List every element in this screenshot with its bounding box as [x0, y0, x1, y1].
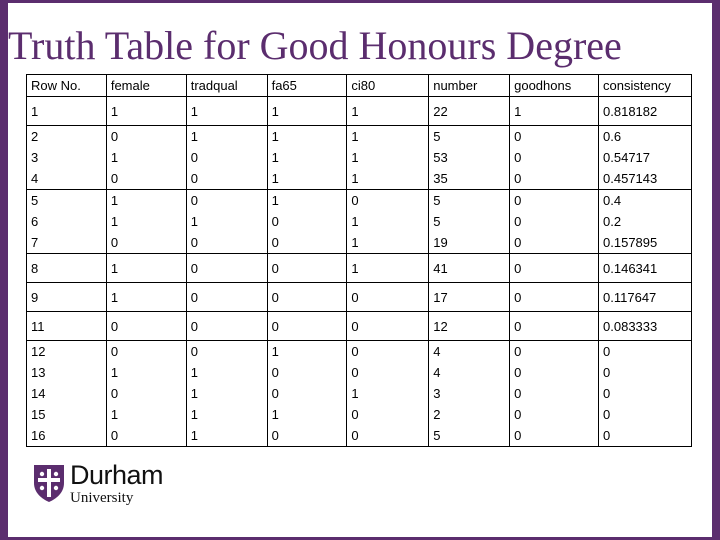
cell-value: 0 [603, 386, 611, 401]
cell-value: 0 [514, 171, 522, 186]
cell-female [106, 97, 186, 126]
cell-value: 1 [190, 365, 198, 380]
cell-value: 1 [110, 260, 119, 276]
cell-goodhons [510, 341, 599, 447]
table-row [27, 312, 692, 341]
cell-value: 16 [31, 428, 46, 443]
header-fa65: fa65 [267, 75, 347, 97]
header-tradqual: tradqual [186, 75, 267, 97]
cell-value: 0 [271, 289, 279, 305]
cell-value: 4 [433, 344, 441, 359]
cell-consistency [599, 312, 692, 341]
cell-value: 0 [110, 386, 119, 401]
cell-value: 0 [351, 193, 359, 208]
cell-value: 1 [271, 103, 279, 119]
table-row [27, 283, 692, 312]
cell-value: 0 [514, 386, 522, 401]
cell-value: 1 [110, 365, 119, 380]
cell-row-no [27, 254, 107, 283]
cell-value: 53 [433, 150, 448, 165]
logo-subtitle: University [70, 490, 134, 506]
cell-consistency [599, 126, 692, 190]
cell-value: 1 [351, 214, 359, 229]
table-row [27, 254, 692, 283]
cell-value: 1 [351, 260, 359, 276]
cell-value: 3 [433, 386, 441, 401]
cell-value: 0.2 [603, 214, 622, 229]
cell-value: 1 [271, 344, 279, 359]
cell-value: 1 [271, 407, 279, 422]
cell-value: 1 [110, 103, 119, 119]
cell-value: 12 [31, 344, 46, 359]
cell-value: 1 [514, 103, 522, 119]
cell-value: 1 [351, 171, 359, 186]
table-row [27, 97, 692, 126]
cell-value: 0 [514, 289, 522, 305]
header-female: female [106, 75, 186, 97]
cell-ci80 [347, 341, 429, 447]
cell-value: 2 [31, 129, 39, 144]
cell-fa65 [267, 283, 347, 312]
truth-table [26, 74, 692, 447]
cell-goodhons [510, 283, 599, 312]
cell-value: 1 [271, 193, 279, 208]
cell-goodhons [510, 312, 599, 341]
cell-value: 0 [603, 344, 611, 359]
header-row-no: Row No. [27, 75, 107, 97]
cell-consistency [599, 341, 692, 447]
cell-tradqual [186, 190, 267, 254]
cell-number [429, 97, 510, 126]
cell-value: 0.457143 [603, 171, 658, 186]
cell-row-no [27, 312, 107, 341]
cell-value: 5 [433, 129, 441, 144]
cell-value: 2 [433, 407, 441, 422]
cell-row-no [27, 97, 107, 126]
header-number: number [429, 75, 510, 97]
cell-value: 0.818182 [603, 103, 658, 119]
cell-row-no [27, 190, 107, 254]
cell-value: 0 [351, 318, 359, 334]
cell-value: 0 [271, 386, 279, 401]
cell-value: 1 [190, 407, 198, 422]
cell-value: 5 [31, 193, 39, 208]
cell-value: 7 [31, 235, 39, 250]
cell-value: 0 [190, 193, 198, 208]
cell-ci80 [347, 190, 429, 254]
cell-value: 0.4 [603, 193, 622, 208]
cell-value: 0 [110, 129, 119, 144]
cell-value: 1 [271, 171, 279, 186]
table-row [27, 190, 692, 254]
cell-fa65 [267, 254, 347, 283]
cell-goodhons [510, 190, 599, 254]
cell-value: 1 [351, 103, 359, 119]
cell-goodhons [510, 97, 599, 126]
cell-female [106, 312, 186, 341]
cell-ci80 [347, 97, 429, 126]
cell-value: 0 [190, 150, 198, 165]
table-body [27, 97, 692, 447]
cell-consistency [599, 97, 692, 126]
durham-crest-icon [32, 463, 66, 503]
cell-value: 0 [110, 428, 119, 443]
cell-value: 1 [351, 386, 359, 401]
cell-value: 0 [271, 214, 279, 229]
cell-value: 0.54717 [603, 150, 651, 165]
cell-value: 1 [190, 129, 198, 144]
cell-ci80 [347, 312, 429, 341]
cell-value: 1 [110, 214, 119, 229]
cell-value: 1 [190, 386, 198, 401]
cell-female [106, 126, 186, 190]
cell-tradqual [186, 126, 267, 190]
cell-value: 1 [110, 289, 119, 305]
table-header-row [27, 75, 692, 97]
cell-value: 0 [514, 129, 522, 144]
cell-number [429, 312, 510, 341]
cell-value: 22 [433, 103, 448, 119]
cell-value: 0 [110, 318, 119, 334]
cell-value: 0 [351, 365, 359, 380]
cell-female [106, 190, 186, 254]
cell-value: 1 [110, 193, 119, 208]
cell-ci80 [347, 254, 429, 283]
cell-value: 1 [110, 407, 119, 422]
cell-value: 0 [514, 428, 522, 443]
cell-value: 0 [514, 318, 522, 334]
cell-tradqual [186, 283, 267, 312]
cell-tradqual [186, 254, 267, 283]
cell-female [106, 283, 186, 312]
cell-row-no [27, 283, 107, 312]
header-ci80: ci80 [347, 75, 429, 97]
cell-value: 4 [31, 171, 39, 186]
cell-value: 0.6 [603, 129, 622, 144]
cell-value: 5 [433, 193, 441, 208]
cell-value: 1 [110, 150, 119, 165]
cell-value: 0 [271, 365, 279, 380]
cell-value: 0 [351, 289, 359, 305]
cell-value: 0 [514, 150, 522, 165]
cell-fa65 [267, 190, 347, 254]
cell-value: 0 [603, 407, 611, 422]
cell-value: 1 [351, 150, 359, 165]
cell-value: 0 [351, 428, 359, 443]
cell-fa65 [267, 126, 347, 190]
table-row [27, 341, 692, 447]
cell-value: 0 [190, 289, 198, 305]
cell-value: 17 [433, 289, 448, 305]
cell-value: 0 [190, 171, 198, 186]
cell-value: 1 [190, 428, 198, 443]
header-goodhons: goodhons [510, 75, 599, 97]
cell-consistency [599, 190, 692, 254]
cell-value: 12 [433, 318, 448, 334]
cell-value: 0 [603, 428, 611, 443]
cell-value: 1 [271, 150, 279, 165]
cell-fa65 [267, 312, 347, 341]
cell-value: 0 [514, 214, 522, 229]
cell-value: 19 [433, 235, 448, 250]
cell-value: 0 [514, 365, 522, 380]
cell-value: 15 [31, 407, 46, 422]
cell-row-no [27, 126, 107, 190]
cell-value: 5 [433, 214, 441, 229]
cell-number [429, 190, 510, 254]
cell-value: 0 [110, 171, 119, 186]
table-row [27, 126, 692, 190]
durham-university-logo [32, 460, 163, 506]
cell-ci80 [347, 126, 429, 190]
cell-value: 0 [190, 318, 198, 334]
cell-value: 0.117647 [603, 289, 657, 305]
cell-value: 0 [271, 428, 279, 443]
slide-title: Truth Table for Good Honours Degree [8, 23, 622, 68]
cell-consistency [599, 254, 692, 283]
cell-row-no [27, 341, 107, 447]
cell-value: 0 [190, 235, 198, 250]
cell-tradqual [186, 312, 267, 341]
cell-value: 0 [514, 407, 522, 422]
cell-number [429, 341, 510, 447]
cell-value: 0 [271, 260, 279, 276]
cell-value: 3 [31, 150, 39, 165]
cell-female [106, 254, 186, 283]
cell-goodhons [510, 254, 599, 283]
cell-fa65 [267, 97, 347, 126]
cell-value: 0 [271, 235, 279, 250]
cell-value: 0 [514, 193, 522, 208]
cell-value: 11 [31, 318, 45, 334]
logo-name: Durham [70, 460, 164, 490]
cell-value: 0 [351, 344, 359, 359]
cell-value: 0 [351, 407, 359, 422]
cell-tradqual [186, 341, 267, 447]
cell-number [429, 254, 510, 283]
cell-value: 1 [190, 103, 198, 119]
cell-value: 9 [31, 289, 39, 305]
header-consistency: consistency [599, 75, 692, 97]
cell-female [106, 341, 186, 447]
cell-value: 1 [31, 103, 39, 119]
cell-number [429, 126, 510, 190]
cell-value: 41 [433, 260, 448, 276]
cell-ci80 [347, 283, 429, 312]
cell-value: 0 [514, 344, 522, 359]
cell-consistency [599, 283, 692, 312]
cell-value: 35 [433, 171, 448, 186]
cell-value: 0.146341 [603, 260, 658, 276]
cell-value: 0 [603, 365, 611, 380]
cell-value: 8 [31, 260, 39, 276]
cell-goodhons [510, 126, 599, 190]
cell-value: 0 [110, 344, 119, 359]
cell-value: 0 [190, 344, 198, 359]
cell-value: 1 [351, 129, 359, 144]
cell-fa65 [267, 341, 347, 447]
cell-number [429, 283, 510, 312]
cell-value: 0.083333 [603, 318, 658, 334]
cell-value: 0 [271, 318, 279, 334]
cell-value: 0 [514, 260, 522, 276]
cell-value: 0 [110, 235, 119, 250]
cell-value: 1 [351, 235, 359, 250]
cell-value: 5 [433, 428, 441, 443]
cell-value: 0.157895 [603, 235, 658, 250]
cell-value: 0 [514, 235, 522, 250]
cell-value: 4 [433, 365, 441, 380]
cell-value: 13 [31, 365, 46, 380]
cell-value: 6 [31, 214, 39, 229]
cell-value: 1 [271, 129, 279, 144]
cell-value: 0 [190, 260, 198, 276]
cell-tradqual [186, 97, 267, 126]
cell-value: 1 [190, 214, 198, 229]
cell-value: 14 [31, 386, 46, 401]
